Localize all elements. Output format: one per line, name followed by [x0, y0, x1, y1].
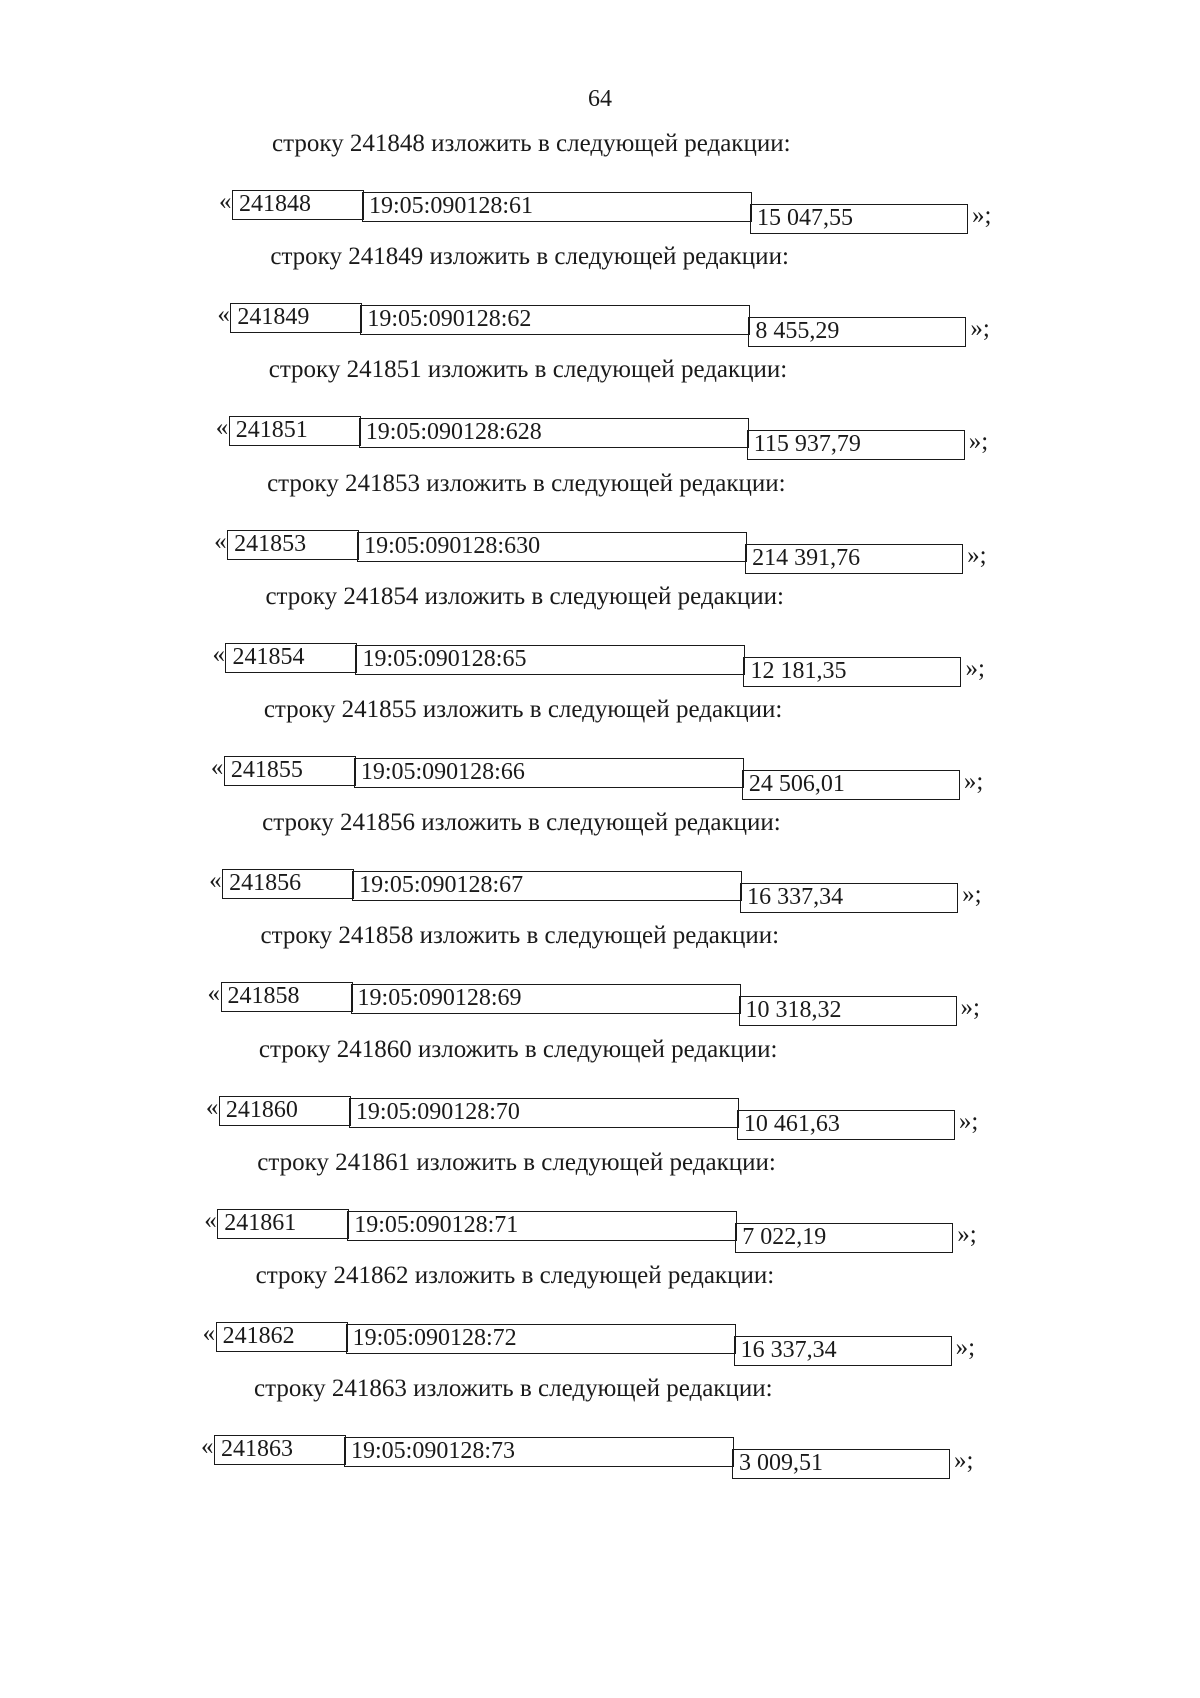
cadastral-number-cell: 19:05:090128:61 — [362, 192, 752, 222]
value-cell: 16 337,34 — [734, 1336, 952, 1366]
page-number: 64 — [588, 86, 612, 112]
value-cell: 10 461,63 — [737, 1110, 955, 1140]
value-cell: 214 391,76 — [745, 544, 963, 574]
close-quote: »; — [968, 428, 989, 456]
close-quote: »; — [970, 315, 990, 343]
amendment-entry — [0, 696, 1200, 820]
amendment-entry — [0, 1375, 1200, 1499]
table-row — [204, 1206, 977, 1250]
value-cell: 10 318,32 — [739, 996, 957, 1026]
amendment-entry — [0, 1036, 1200, 1160]
amendment-instruction: строку 241851 изложить в следующей редакции: — [268, 356, 788, 384]
amendment-instruction: строку 241863 изложить в следующей редакции: — [254, 1375, 773, 1403]
row-number-cell: 241848 — [232, 190, 364, 220]
open-quote: « — [219, 188, 232, 215]
cadastral-number-cell: 19:05:090128:66 — [354, 758, 744, 788]
row-number-cell: 241860 — [219, 1096, 351, 1126]
close-quote: »; — [954, 1447, 974, 1475]
cadastral-number-cell: 19:05:090128:67 — [352, 871, 742, 901]
row-number-cell: 241853 — [227, 530, 359, 560]
table-row — [212, 640, 985, 684]
cadastral-number-cell: 19:05:090128:70 — [349, 1098, 739, 1128]
open-quote: « — [214, 527, 227, 555]
amendment-instruction: строку 241853 изложить в следующей редакции: — [267, 469, 786, 497]
table-row — [217, 301, 990, 345]
value-cell: 3 009,51 — [732, 1449, 950, 1479]
amendment-instruction: строку 241848 изложить в следующей редакции: — [272, 130, 791, 157]
table-row — [209, 867, 982, 911]
close-quote: »; — [967, 541, 987, 569]
value-cell: 7 022,19 — [735, 1223, 953, 1253]
close-quote: »; — [957, 1220, 977, 1248]
cadastral-number-cell: 19:05:090128:628 — [359, 418, 749, 448]
amendment-entry — [0, 1149, 1200, 1273]
table-row — [214, 527, 987, 571]
row-number-cell: 241855 — [224, 756, 356, 786]
amendment-entry — [0, 583, 1200, 707]
open-quote: « — [209, 867, 222, 895]
close-quote: »; — [955, 1334, 976, 1361]
amendment-instruction: строку 241849 изложить в следующей редакции: — [270, 243, 789, 271]
row-number-cell: 241851 — [229, 416, 361, 446]
value-cell: 115 937,79 — [747, 430, 965, 460]
value-cell: 8 455,29 — [748, 317, 966, 347]
cadastral-number-cell: 19:05:090128:630 — [357, 532, 747, 562]
table-row — [201, 1433, 974, 1477]
cadastral-number-cell: 19:05:090128:72 — [346, 1324, 736, 1354]
value-cell: 15 047,55 — [750, 204, 968, 234]
amendment-entry — [0, 809, 1200, 933]
cadastral-number-cell: 19:05:090128:73 — [344, 1437, 734, 1467]
open-quote: « — [202, 1320, 216, 1347]
close-quote: »; — [972, 202, 992, 229]
open-quote: « — [201, 1433, 214, 1461]
amendment-instruction: строку 241854 изложить в следующей редакции: — [265, 582, 784, 610]
amendment-instruction: строку 241858 изложить в следующей редакции: — [260, 922, 780, 950]
amendment-entry — [0, 243, 1200, 367]
close-quote: »; — [965, 654, 985, 682]
cadastral-number-cell: 19:05:090128:69 — [351, 984, 741, 1014]
amendment-entry — [0, 922, 1200, 1046]
amendment-instruction: строку 241862 изложить в следующей редакции: — [255, 1262, 775, 1289]
amendment-entry — [0, 470, 1200, 594]
amendment-entry — [0, 130, 1200, 254]
open-quote: « — [212, 640, 225, 668]
close-quote: »; — [963, 768, 984, 795]
amendment-entry — [0, 1262, 1200, 1386]
amendment-instruction: строку 241860 изложить в следующей редакции: — [258, 1035, 778, 1063]
table-row — [215, 414, 989, 458]
value-cell: 12 181,35 — [743, 657, 961, 687]
row-number-cell: 241858 — [221, 982, 353, 1012]
amendment-instruction: строку 241856 изложить в следующей редакции: — [262, 809, 781, 837]
cadastral-number-cell: 19:05:090128:71 — [347, 1211, 737, 1241]
open-quote: « — [210, 754, 224, 781]
open-quote: « — [215, 414, 229, 442]
table-row — [207, 980, 981, 1024]
row-number-cell: 241861 — [217, 1209, 349, 1239]
value-cell: 16 337,34 — [740, 883, 958, 913]
table-row — [202, 1320, 976, 1363]
amendment-instruction: строку 241861 изложить в следующей редакции: — [257, 1148, 776, 1176]
row-number-cell: 241849 — [230, 303, 362, 333]
row-number-cell: 241863 — [214, 1435, 346, 1465]
value-cell: 24 506,01 — [742, 770, 960, 800]
row-number-cell: 241856 — [222, 869, 354, 899]
cadastral-number-cell: 19:05:090128:65 — [355, 645, 745, 675]
close-quote: »; — [960, 994, 980, 1022]
table-row — [219, 188, 992, 231]
open-quote: « — [205, 1093, 219, 1121]
table-row — [210, 754, 984, 797]
open-quote: « — [204, 1206, 217, 1234]
open-quote: « — [217, 301, 230, 329]
open-quote: « — [207, 980, 221, 1008]
cadastral-number-cell: 19:05:090128:62 — [360, 305, 750, 335]
row-number-cell: 241854 — [225, 643, 357, 673]
close-quote: »; — [962, 881, 982, 909]
table-row — [205, 1093, 979, 1137]
amendment-entry — [0, 356, 1200, 480]
amendment-instruction: строку 241855 изложить в следующей редакции: — [263, 696, 783, 723]
close-quote: »; — [958, 1107, 979, 1135]
row-number-cell: 241862 — [216, 1322, 348, 1352]
